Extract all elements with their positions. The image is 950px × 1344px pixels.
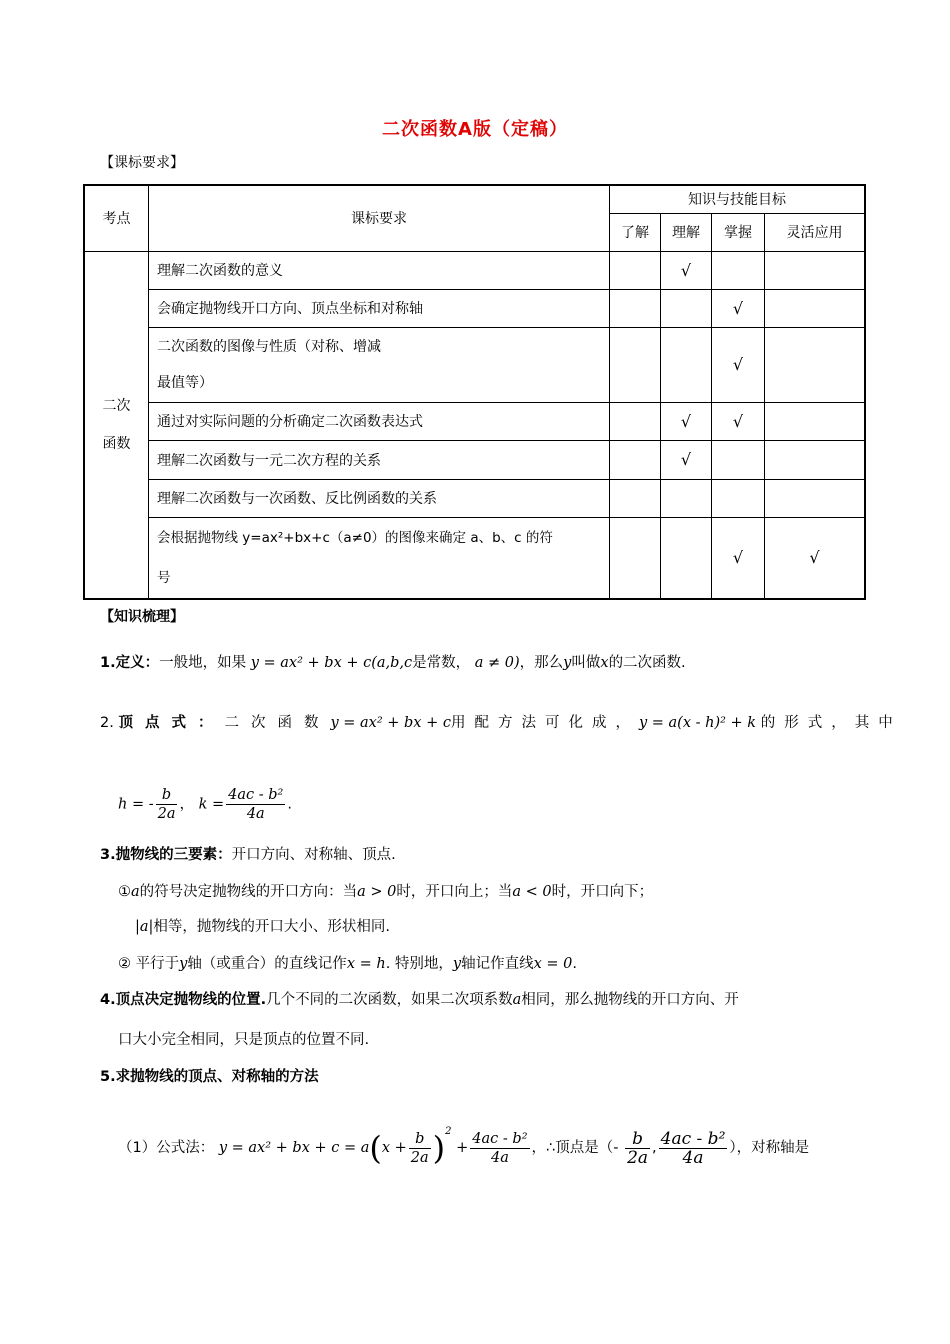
numerator: 4ac - b² [228, 787, 284, 803]
row-text [149, 517, 610, 599]
fraction [409, 1130, 431, 1167]
mark-cell [712, 479, 765, 517]
three-elements-line-3 [118, 954, 577, 974]
text: 几个不同的二次函数，如果二次项系数 [266, 992, 513, 1008]
mark-cell: √ [712, 289, 765, 327]
fraction [659, 1130, 728, 1167]
denominator: 2a [157, 806, 176, 822]
section-heading-curriculum: 【课标要求】 [100, 155, 184, 171]
text: ，∴顶点是（- [531, 1140, 619, 1156]
formula: h = - [118, 796, 154, 813]
formula: y = ax² + bx + c = a [218, 1140, 370, 1156]
text: 的形式，其中 [760, 715, 902, 731]
formula: |a| [135, 919, 154, 935]
text: ，那么 [519, 655, 564, 671]
formula: y = ax² + bx + c(a,b,c [250, 655, 413, 671]
row-text-line-2: 号 [157, 569, 171, 586]
vertex-position-line-2 [118, 1030, 369, 1050]
text: . [287, 796, 292, 813]
row-text: 会确定抛物线开口方向、顶点坐标和对称轴 [149, 289, 610, 327]
mark-cell [712, 440, 765, 479]
text: 的二次函数. [608, 655, 686, 671]
denominator: 2a [627, 1147, 649, 1168]
mark-cell [765, 327, 866, 402]
formula: y [452, 956, 462, 972]
numerator: 4ac - b² [660, 1128, 726, 1149]
mark-cell: √ [661, 402, 712, 440]
definition-paragraph [100, 653, 686, 673]
formula: x [600, 655, 609, 671]
row-text: 通过对实际问题的分析确定二次函数表达式 [149, 402, 610, 440]
three-elements-line-2 [135, 917, 390, 937]
text: 相同，那么抛物线的开口方向、开 [521, 992, 739, 1008]
text: 轴记作直线 [461, 956, 534, 972]
mark-cell [610, 251, 661, 289]
topic-line-2: 函数 [102, 435, 131, 452]
text: 时，开口向上；当 [396, 884, 513, 900]
text: （1）公式法： [118, 1140, 215, 1156]
mark-cell [610, 479, 661, 517]
right-paren: ) [432, 1129, 446, 1167]
item-number: 2. [100, 715, 119, 731]
text: 时，开口向下； [551, 884, 654, 900]
text: 的符号决定抛物线的开口方向：当 [139, 884, 358, 900]
text: 二次函数 [224, 715, 331, 731]
topic-line-1: 二次 [102, 397, 131, 414]
mark-cell: √ [765, 517, 866, 599]
mark-cell [661, 517, 712, 599]
table-row [84, 327, 865, 402]
table-row [84, 251, 865, 289]
mark-cell: √ [661, 440, 712, 479]
row-text-line-1: 二次函数的图像与性质（对称、增减 [157, 338, 381, 355]
header-goal: 知识与技能目标 [610, 185, 866, 213]
mark-cell: √ [712, 517, 765, 599]
fraction [156, 786, 178, 823]
header-level-1: 了解 [610, 213, 661, 251]
formula: a > 0 [357, 884, 397, 900]
numerator: 4ac - b² [472, 1130, 528, 1147]
mark-cell [765, 251, 866, 289]
mark-cell [765, 479, 866, 517]
fraction [625, 1130, 650, 1167]
formula: y = a(x - h)² + k [638, 715, 757, 731]
row-text: 理解二次函数与一次函数、反比例函数的关系 [149, 479, 610, 517]
formula: x = 0 [533, 956, 573, 972]
header-requirement: 课标要求 [149, 185, 610, 251]
text: 是常数， [412, 655, 471, 671]
left-paren: ( [369, 1129, 382, 1167]
mark-cell [712, 251, 765, 289]
text: ， [179, 796, 194, 813]
vertex-form-paragraph [100, 713, 902, 733]
mark-cell [765, 289, 866, 327]
mark-cell: √ [712, 402, 765, 440]
fraction [226, 786, 285, 823]
item-number: 1.定义： [100, 655, 160, 671]
mark-cell [610, 402, 661, 440]
h-k-formula [118, 786, 292, 823]
formula: a [131, 884, 140, 900]
formula: a ≠ 0) [474, 655, 520, 671]
header-level-3: 掌握 [712, 213, 765, 251]
formula: y [563, 655, 572, 671]
row-text [149, 327, 610, 402]
vertex-position-paragraph [100, 990, 739, 1010]
table-row [84, 440, 865, 479]
row-text-line-2: 最值等） [157, 374, 213, 391]
row-text: 理解二次函数的意义 [149, 251, 610, 289]
header-level-2: 理解 [661, 213, 712, 251]
text: . [572, 956, 578, 972]
formula: a [512, 992, 522, 1008]
header-kaodian: 考点 [84, 185, 149, 251]
formula: x = h [346, 956, 386, 972]
formula: x + [381, 1140, 407, 1156]
numerator: b [156, 786, 178, 805]
header-level-4: 灵活应用 [765, 213, 866, 251]
curriculum-table [83, 184, 866, 600]
text: ），对称轴是 [729, 1140, 810, 1156]
fraction [470, 1130, 529, 1167]
denominator: 4a [490, 1149, 509, 1166]
formula: k = [198, 796, 225, 813]
formula: y = ax² + bx + c [330, 715, 451, 731]
mark-cell: √ [661, 251, 712, 289]
table-row [84, 479, 865, 517]
document-title: 二次函数A版（定稿） [382, 119, 568, 140]
mark-cell [610, 289, 661, 327]
formula: + [456, 1140, 469, 1156]
mark-cell [610, 440, 661, 479]
text: , [652, 1140, 657, 1156]
text: 叫做 [571, 655, 601, 671]
numerator: b [625, 1130, 650, 1149]
text: 开口方向、对称轴、顶点. [231, 847, 396, 863]
text: 相等，抛物线的开口大小、形状相同. [153, 919, 391, 935]
text: 用配方法可化成， [450, 715, 639, 731]
formula-method-line [118, 1122, 809, 1167]
topic-cell [84, 251, 149, 599]
label: 顶点式： [118, 715, 225, 731]
mark-cell [661, 479, 712, 517]
table-row [84, 402, 865, 440]
three-elements-heading [100, 845, 396, 865]
text: ② 平行于 [118, 956, 180, 972]
table-row [84, 289, 865, 327]
three-elements-line-1 [118, 882, 653, 902]
denominator: 4a [682, 1147, 704, 1168]
mark-cell [610, 517, 661, 599]
mark-cell [661, 327, 712, 402]
denominator: 4a [246, 806, 265, 822]
text: . 特别地， [385, 956, 453, 972]
row-text: 理解二次函数与一元二次方程的关系 [149, 440, 610, 479]
item-number: 4.顶点决定抛物线的位置. [100, 992, 267, 1008]
numerator: b [409, 1130, 431, 1149]
exponent: 2 [445, 1126, 452, 1137]
mark-cell: √ [712, 327, 765, 402]
mark-cell [765, 402, 866, 440]
formula: a < 0 [512, 884, 552, 900]
mark-cell [610, 327, 661, 402]
text: 轴（或重合）的直线记作 [187, 956, 347, 972]
mark-cell [661, 289, 712, 327]
mark-cell [765, 440, 866, 479]
text: 一般地，如果 [159, 655, 247, 671]
item-number: 3.抛物线的三要素： [100, 847, 232, 863]
formula: y [179, 956, 188, 972]
methods-heading: 5.求抛物线的顶点、对称轴的方法 [100, 1069, 319, 1085]
denominator: 2a [410, 1149, 429, 1166]
section-heading-knowledge: 【知识梳理】 [100, 609, 184, 625]
table-row [84, 517, 865, 599]
text: ① [118, 884, 131, 900]
row-text-line-1: 会根据抛物线 y=ax²+bx+c（a≠0）的图像来确定 a、b、c 的符 [157, 529, 553, 546]
text: 口大小完全相同，只是顶点的位置不同. [118, 1032, 370, 1048]
